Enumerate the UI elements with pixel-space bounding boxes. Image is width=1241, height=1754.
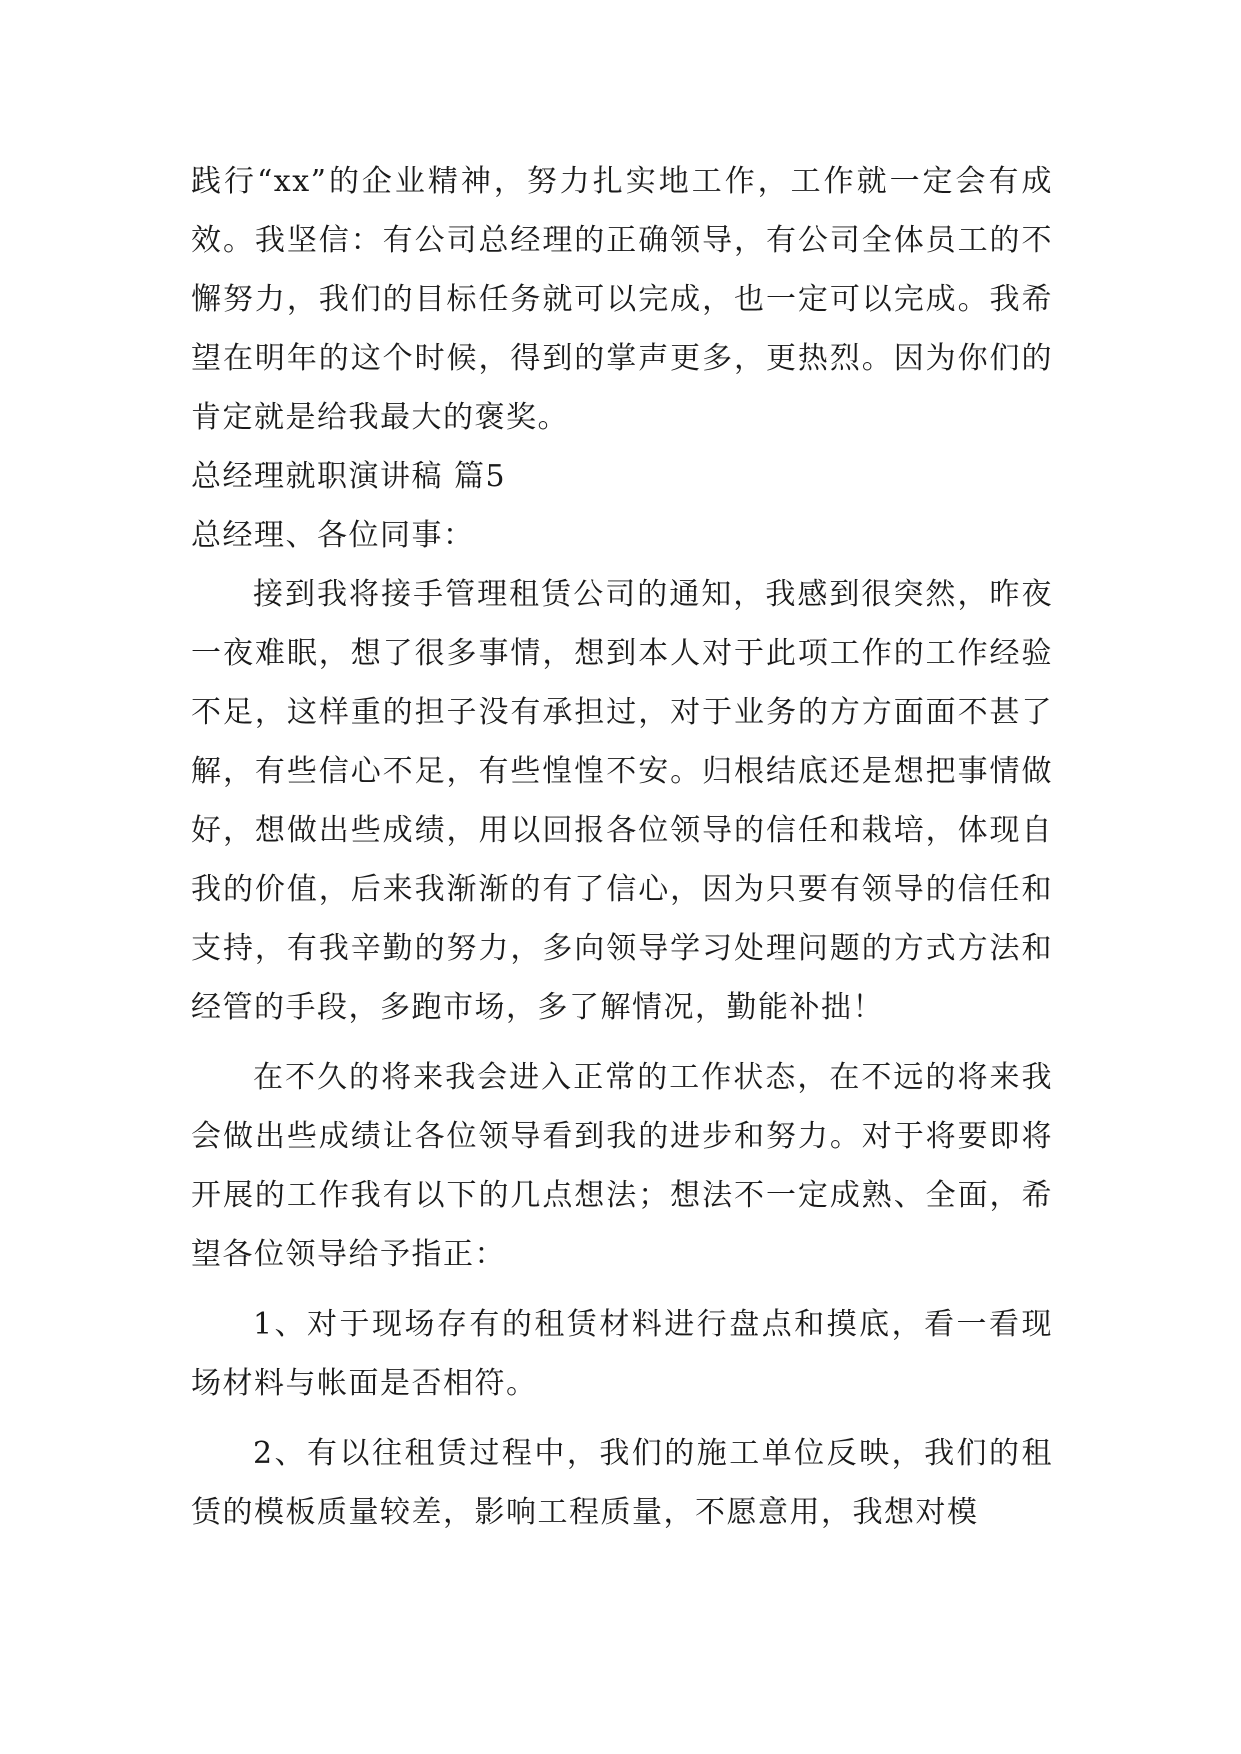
list-item-1: 1、对于现场存有的租赁材料进行盘点和摸底，看一看现场材料与帐面是否相符。 [191, 1307, 1053, 1401]
paragraph-closing: 践行“xx”的企业精神，努力扎实地工作，工作就一定会有成效。我坚信：有公司总经理的正确领导，有公司全体员工的不懈努力，我们的目标任务就可以完成，也一定可以完成。我希望在明年的这个时候，得到的掌声更多，更热烈。因为你们的肯定就是给我最大的褒奖。 [191, 164, 1053, 435]
paragraph-plans: 在不久的将来我会进入正常的工作状态，在不远的将来我会做出些成绩让各位领导看到我的进步和努力。对于将要即将开展的工作我有以下的几点想法；想法不一定成熟、全面，希望各位领导给予指正： [191, 1060, 1053, 1272]
salutation: 总经理、各位同事： [191, 518, 475, 553]
list-item-2: 2、有以往租赁过程中，我们的施工单位反映，我们的租赁的模板质量较差，影响工程质量，不愿意用，我想对模 [191, 1436, 1053, 1530]
paragraph-intro: 接到我将接手管理租赁公司的通知，我感到很突然，昨夜一夜难眠，想了很多事情，想到本人对于此项工作的工作经验不足，这样重的担子没有承担过，对于业务的方方面面不甚了解，有些信心不足，有些惶惶不安。归根结底还是想把事情做好，想做出些成绩，用以回报各位领导的信任和栽培，体现自我的价值，后来我渐渐的有了信心，因为只要有领导的信任和支持，有我辛勤的努力，多向领导学习处理问题的方式方法和经管的手段，多跑市场，多了解情况，勤能补拙！ [191, 577, 1053, 1025]
document-body [191, 152, 1053, 1542]
section-heading: 总经理就职演讲稿 篇5 [191, 459, 507, 494]
